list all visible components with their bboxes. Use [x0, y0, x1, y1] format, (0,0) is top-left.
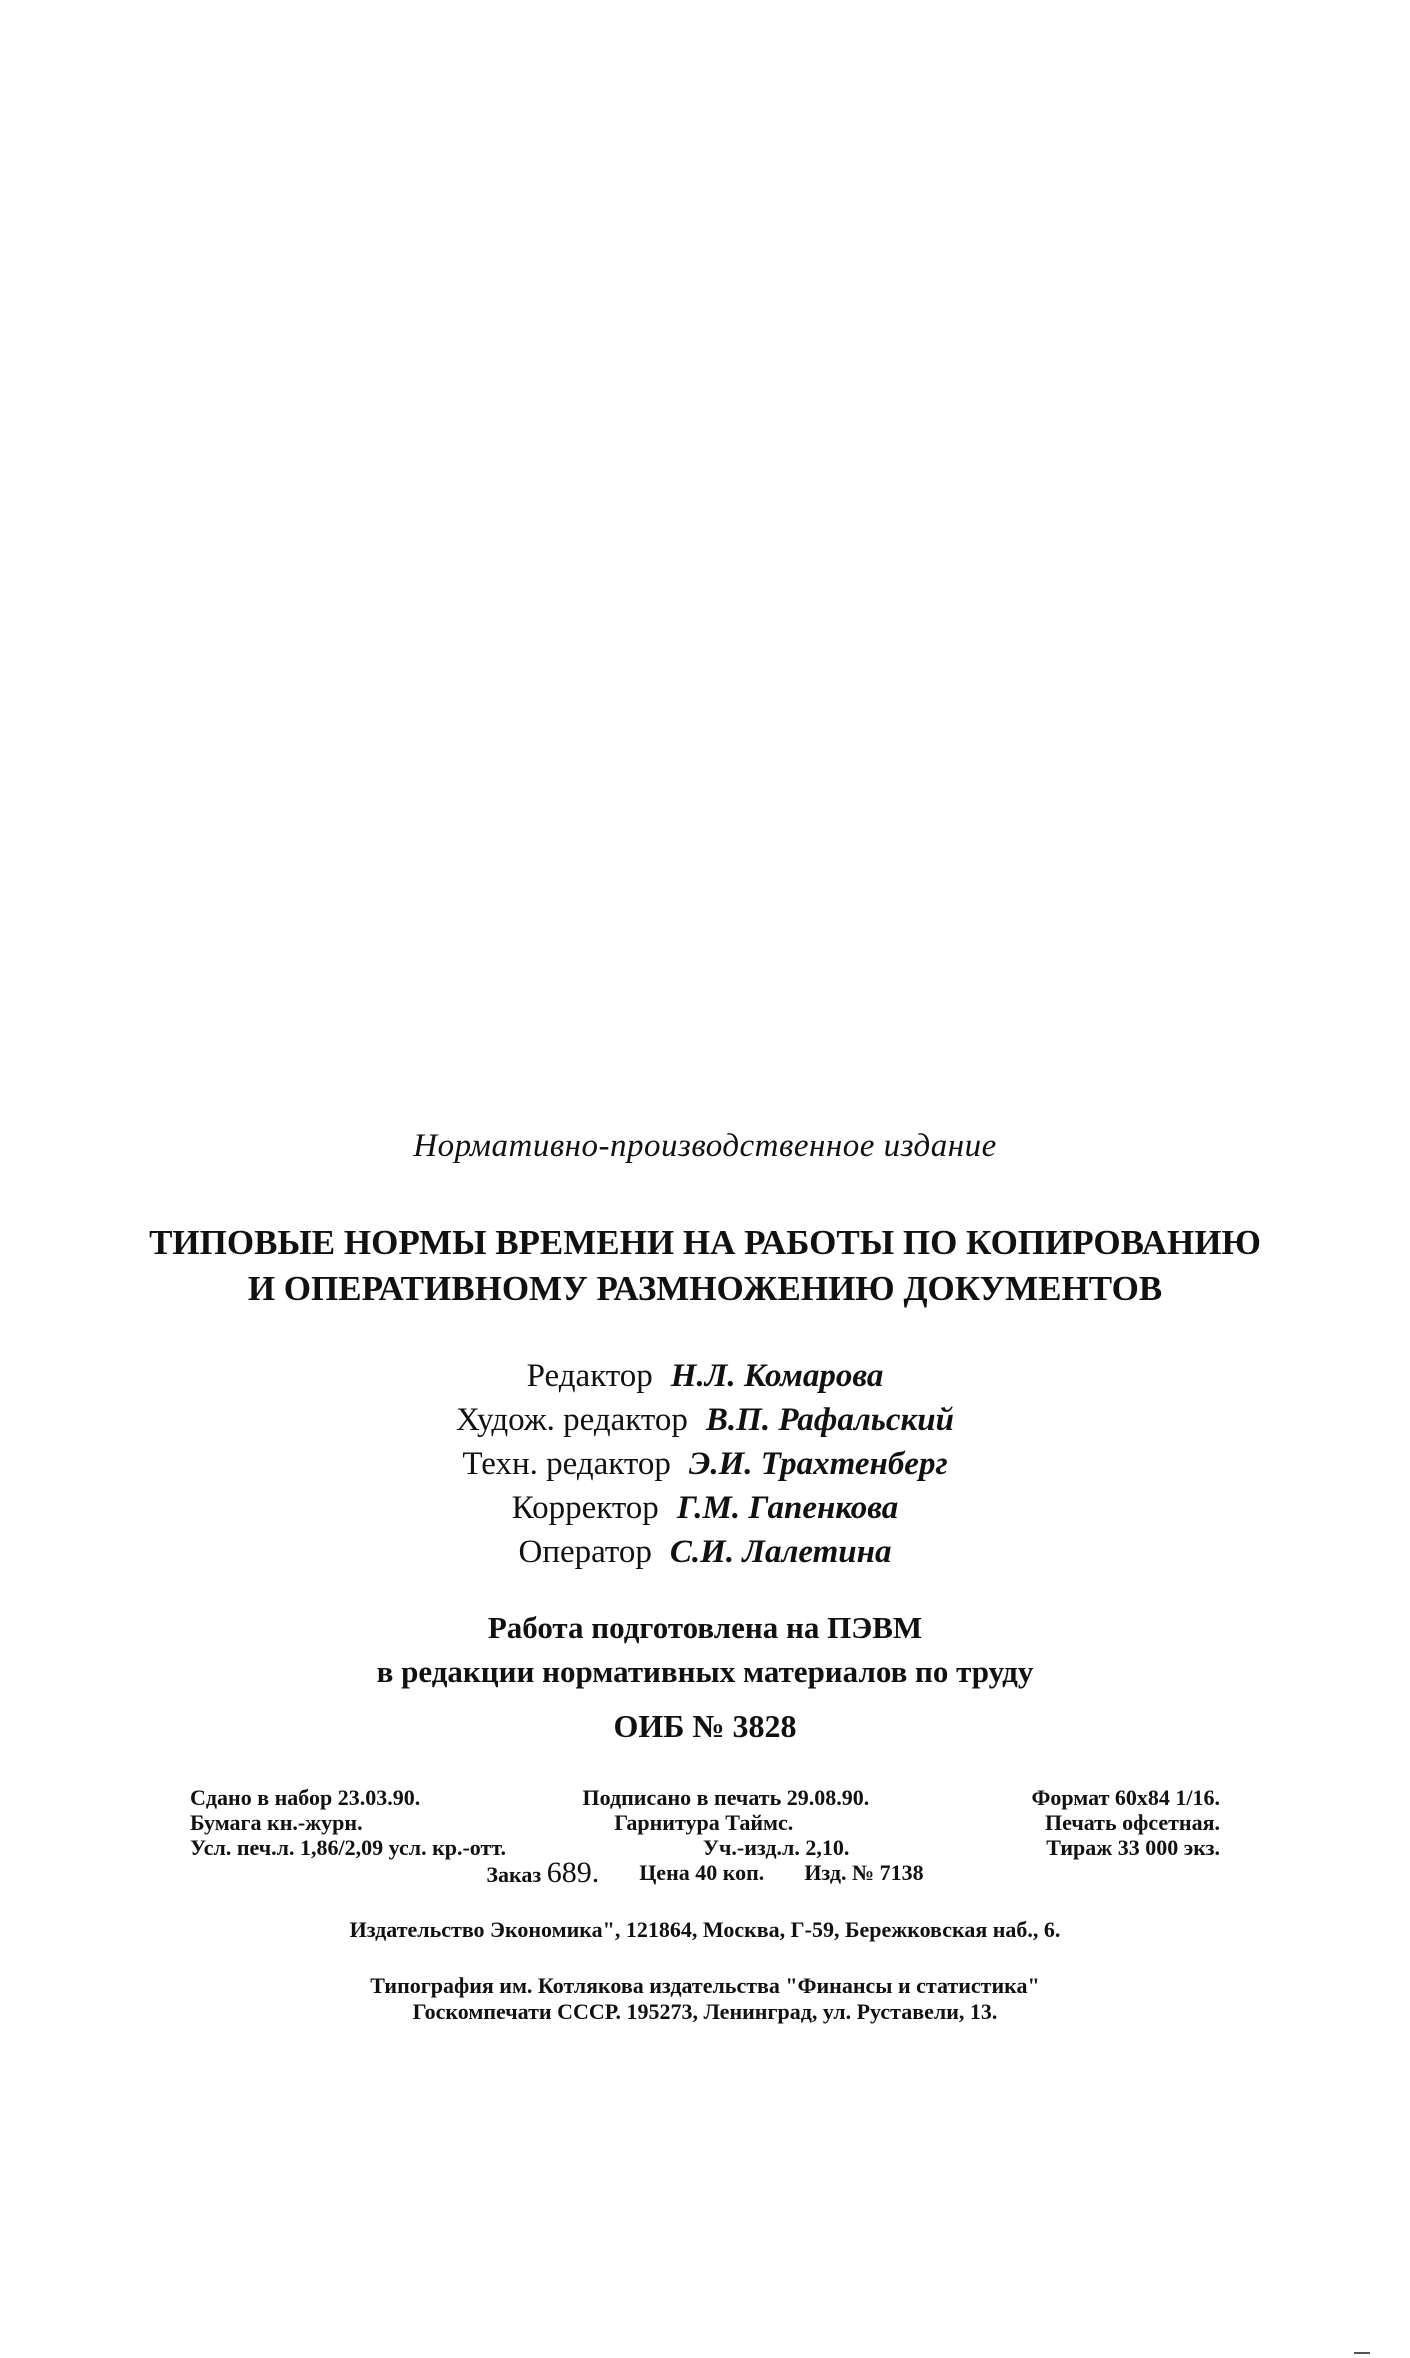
book-title-line-1: ТИПОВЫЕ НОРМЫ ВРЕМЕНИ НА РАБОТЫ ПО КОПИРОВАНИЮ: [149, 1223, 1261, 1262]
staff-role: Редактор: [526, 1358, 653, 1394]
specs-edit-sheets: Уч.-изд.л. 2,10.: [702, 1835, 850, 1860]
oib-number: ОИБ № 3828: [613, 1708, 797, 1744]
staff-row-editor: [0, 1354, 1410, 1398]
specs-row-1: [190, 1785, 1220, 1810]
preparation-note: [0, 1606, 1410, 1694]
staff-row-proofreader: [0, 1486, 1410, 1530]
book-title-line-2: И ОПЕРАТИВНОМУ РАЗМНОЖЕНИЮ ДОКУМЕНТОВ: [247, 1269, 1163, 1308]
staff-person: С.И. Лалетина: [669, 1534, 892, 1570]
staff-person: В.П. Рафальский: [705, 1402, 954, 1438]
specs-typeface: Гарнитура Таймс.: [614, 1810, 794, 1835]
print-specs: [190, 1785, 1220, 1887]
specs-row-3: [190, 1835, 1220, 1860]
staff-person: Э.И. Трахтенберг: [688, 1446, 948, 1482]
specs-publication-no: Изд. № 7138: [804, 1860, 924, 1885]
staff-role: Корректор: [511, 1490, 659, 1526]
printer-info: [0, 1973, 1410, 2025]
specs-paper: Бумага кн.-журн.: [190, 1810, 363, 1835]
staff-person: Г.М. Гапенкова: [676, 1490, 899, 1526]
edition-type: Нормативно-производственное издание: [413, 1128, 997, 1164]
specs-order: [486, 1856, 600, 1889]
preparation-line-2: в редакции нормативных материалов по труду: [376, 1654, 1034, 1689]
staff-list: [0, 1354, 1410, 1574]
preparation-line-1: Работа подготовлена на ПЭВМ: [487, 1610, 923, 1645]
book-title: [0, 1220, 1410, 1312]
staff-role: Оператор: [518, 1534, 652, 1570]
printer-line-2: Госкомпечати СССР. 195273, Ленинград, ул. Руставели, 13.: [412, 1999, 998, 2024]
order-number: 689.: [546, 1856, 600, 1889]
order-label: Заказ: [486, 1862, 542, 1887]
specs-signed: Подписано в печать 29.08.90.: [582, 1785, 870, 1810]
staff-role: Техн. редактор: [462, 1446, 671, 1482]
specs-submitted: Сдано в набор 23.03.90.: [190, 1785, 421, 1810]
specs-price: Цена 40 коп.: [639, 1860, 765, 1885]
staff-person: Н.Л. Комарова: [670, 1358, 884, 1394]
specs-sheets: Усл. печ.л. 1,86/2,09 усл. кр.-отт.: [190, 1835, 506, 1860]
printer-line-1: Типография им. Котлякова издательства "Финансы и статистика": [370, 1973, 1040, 1998]
staff-role: Худож. редактор: [456, 1402, 688, 1438]
staff-row-operator: [0, 1530, 1410, 1574]
corner-mark: [1354, 2352, 1370, 2354]
imprint-page: [0, 1128, 1410, 2025]
specs-printing: Печать офсетная.: [1044, 1810, 1220, 1835]
specs-format: Формат 60x84 1/16.: [1031, 1785, 1220, 1810]
specs-row-2: [190, 1810, 1220, 1835]
staff-row-art-editor: [0, 1398, 1410, 1442]
publisher-info: Издательство Экономика", 121864, Москва, Г-59, Бережковская наб., 6.: [349, 1917, 1061, 1942]
specs-row-4: [190, 1856, 1220, 1889]
specs-run: Тираж 33 000 экз.: [1046, 1835, 1220, 1860]
staff-row-tech-editor: [0, 1442, 1410, 1486]
